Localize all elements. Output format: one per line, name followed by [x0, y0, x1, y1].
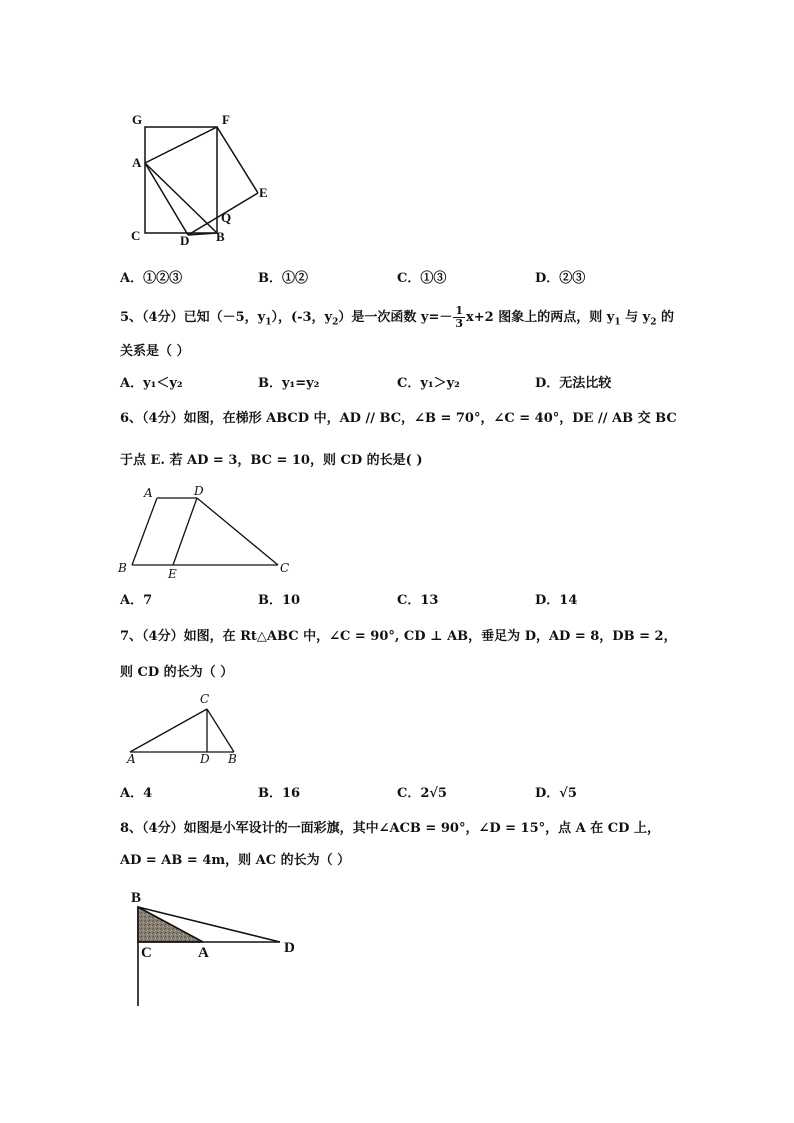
fig8-label-a: A	[198, 945, 209, 961]
fig4-label-d: D	[180, 233, 190, 248]
fig7-label-d: D	[200, 752, 210, 766]
fig8-label-b: B	[131, 890, 142, 906]
fig6-label-b: B	[118, 561, 127, 575]
q5-option-a[interactable]: A．y₁＜y₂	[120, 376, 183, 391]
fig6-label-c: C	[280, 561, 290, 575]
q6-option-a[interactable]: A．7	[120, 593, 153, 608]
q4-option-c[interactable]: C．①③	[397, 271, 447, 286]
q7-line2: 则 CD 的长为（ ）	[120, 665, 234, 680]
q6-option-c[interactable]: C．13	[397, 593, 439, 608]
fig4-label-b: B	[216, 229, 225, 244]
q4-option-d[interactable]: D．②③	[535, 271, 586, 286]
q4-option-a[interactable]: A．①②③	[120, 271, 183, 286]
fig4-label-q: Q	[221, 210, 232, 225]
fig4-label-f: F	[222, 112, 230, 127]
fig4-label-g: G	[132, 112, 143, 127]
q7-option-c[interactable]: C．2√5	[397, 786, 447, 801]
q5-line1: 5、（4分）已知（－5，$y_1$），(-3，$y_2$）是一次函数 y=－ $\frac{1}{3}$ x+2 图象上的两点，则 $y_1$ 与 $y_2$ 的	[120, 304, 674, 330]
fig7-label-a: A	[127, 752, 136, 766]
q7-option-a[interactable]: A．4	[120, 786, 153, 801]
q5-option-d[interactable]: D．无法比较	[535, 376, 612, 391]
fraction-one-third: $\frac{1}{3}$	[455, 304, 464, 330]
q7-option-b[interactable]: B．16	[258, 786, 301, 801]
q8-line2: AD = AB = 4m，则 AC 的长为（ ）	[120, 853, 351, 868]
q6-line1: 6、（4分）如图，在梯形 ABCD 中，AD // BC，∠B = 70°，∠C = 40°，DE // AB 交 BC	[120, 411, 677, 426]
fig6-label-d: D	[194, 484, 204, 498]
figure-q4	[120, 105, 290, 250]
q7-line1: 7、（4分）如图，在 Rt△ABC 中，∠C = 90°, CD ⊥ AB，垂足为 D，AD = 8，DB = 2，	[120, 629, 677, 644]
fig7-label-b: B	[228, 752, 237, 766]
q5-line2: 关系是（ ）	[120, 344, 190, 359]
fig8-label-c: C	[141, 945, 152, 961]
q4-option-b[interactable]: B．①②	[258, 271, 308, 286]
q6-option-d[interactable]: D．14	[535, 593, 578, 608]
q7-option-d[interactable]: D．√5	[535, 786, 577, 801]
fig6-label-e: E	[168, 567, 177, 581]
q8-line1: 8、（4分）如图是小军设计的一面彩旗，其中∠ACB = 90°，∠D = 15°，点 A 在 CD 上，	[120, 821, 660, 836]
fig6-label-a: A	[144, 486, 153, 500]
fig4-label-c: C	[131, 228, 141, 243]
fig8-label-d: D	[284, 940, 295, 956]
fig4-label-a: A	[132, 155, 142, 170]
figure-q8-flag	[125, 888, 305, 1013]
q5-option-c[interactable]: C．y₁＞y₂	[397, 376, 460, 391]
fig7-label-c: C	[200, 692, 210, 706]
fig4-label-e: E	[259, 185, 268, 200]
q6-option-b[interactable]: B．10	[258, 593, 301, 608]
q5-option-b[interactable]: B．y₁=y₂	[258, 376, 320, 391]
q6-line2: 于点 E. 若 AD = 3，BC = 10，则 CD 的长是( )	[120, 453, 423, 468]
